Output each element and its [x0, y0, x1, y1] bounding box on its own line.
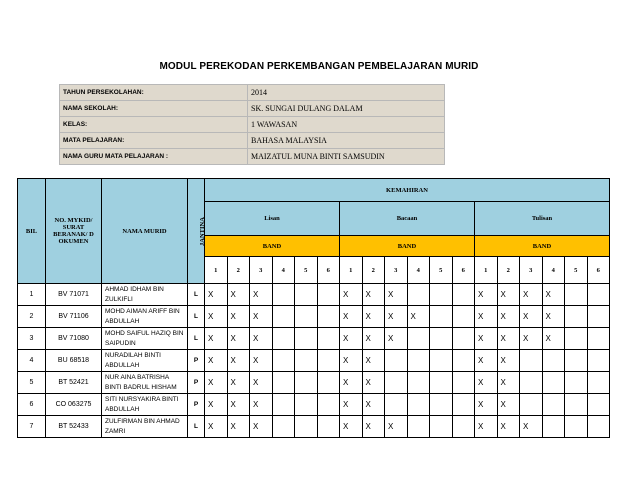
band-level: 1: [205, 257, 228, 284]
mark-cell: X: [475, 284, 498, 306]
mark-cell: X: [340, 328, 363, 350]
band-level: 2: [227, 257, 250, 284]
gender-cell: P: [188, 372, 205, 394]
info-value: MAIZATUL MUNA BINTI SAMSUDIN: [248, 149, 445, 165]
mark-cell: X: [362, 372, 385, 394]
mark-cell: X: [497, 416, 520, 438]
mark-cell: [407, 416, 430, 438]
mark-cell: [587, 284, 610, 306]
band-level: 1: [340, 257, 363, 284]
row-number: 4: [18, 350, 46, 372]
band-level: 1: [475, 257, 498, 284]
table-row: [18, 328, 610, 350]
mark-cell: [565, 350, 588, 372]
mark-cell: X: [340, 372, 363, 394]
mark-cell: [587, 394, 610, 416]
mykid-cell: BV 71106: [46, 306, 102, 328]
info-row: [60, 117, 445, 133]
mark-cell: X: [497, 394, 520, 416]
mark-cell: X: [340, 416, 363, 438]
mykid-cell: BT 52433: [46, 416, 102, 438]
mark-cell: [407, 394, 430, 416]
mark-cell: [452, 416, 475, 438]
mark-cell: [295, 372, 318, 394]
mark-cell: [430, 284, 453, 306]
mark-cell: X: [385, 306, 408, 328]
mark-cell: X: [227, 350, 250, 372]
mark-cell: X: [250, 306, 273, 328]
mark-cell: X: [205, 284, 228, 306]
mark-cell: [295, 328, 318, 350]
mark-cell: X: [497, 372, 520, 394]
band-level: 3: [250, 257, 273, 284]
mark-cell: [542, 416, 565, 438]
mark-cell: X: [497, 328, 520, 350]
row-number: 1: [18, 284, 46, 306]
mark-cell: [272, 372, 295, 394]
student-name: SITI NURSYAKIRA BINTI ABDULLAH: [102, 394, 188, 416]
band-level: 3: [385, 257, 408, 284]
gender-cell: L: [188, 328, 205, 350]
row-number: 3: [18, 328, 46, 350]
gender-cell: L: [188, 416, 205, 438]
mark-cell: [430, 394, 453, 416]
mark-cell: [565, 284, 588, 306]
band-header: BAND: [475, 236, 610, 257]
mark-cell: [317, 306, 340, 328]
gender-cell: P: [188, 394, 205, 416]
mark-cell: [295, 350, 318, 372]
mark-cell: [272, 350, 295, 372]
mark-cell: [587, 372, 610, 394]
mykid-cell: BU 68518: [46, 350, 102, 372]
mark-cell: X: [475, 394, 498, 416]
mark-cell: X: [205, 306, 228, 328]
mark-cell: [385, 350, 408, 372]
col-header-mykid: NO. MYKID/ SURAT BERANAK/ D OKUMEN: [46, 179, 102, 284]
band-header: BAND: [340, 236, 475, 257]
mark-cell: X: [497, 306, 520, 328]
mark-cell: X: [362, 394, 385, 416]
mark-cell: X: [542, 306, 565, 328]
mark-cell: X: [340, 284, 363, 306]
mark-cell: [542, 372, 565, 394]
mark-cell: X: [385, 284, 408, 306]
mark-cell: X: [227, 284, 250, 306]
mark-cell: [520, 372, 543, 394]
gender-cell: L: [188, 284, 205, 306]
mark-cell: [452, 350, 475, 372]
mark-cell: [317, 394, 340, 416]
mykid-cell: BV 71080: [46, 328, 102, 350]
mark-cell: X: [475, 328, 498, 350]
mark-cell: [272, 394, 295, 416]
mark-cell: X: [475, 350, 498, 372]
mark-cell: X: [362, 284, 385, 306]
student-name: ZULFIRMAN BIN AHMAD ZAMRI: [102, 416, 188, 438]
band-level: 2: [497, 257, 520, 284]
mark-cell: [272, 416, 295, 438]
info-value: 2014: [248, 85, 445, 101]
mark-cell: X: [227, 372, 250, 394]
info-row: [60, 149, 445, 165]
table-row: [18, 372, 610, 394]
mark-cell: [565, 328, 588, 350]
mark-cell: X: [362, 350, 385, 372]
mark-cell: [430, 328, 453, 350]
info-table: [59, 84, 445, 165]
info-label: MATA PELAJARAN:: [60, 133, 248, 149]
table-row: [18, 284, 610, 306]
mark-cell: X: [250, 328, 273, 350]
mark-cell: [565, 372, 588, 394]
mark-cell: [542, 394, 565, 416]
mark-cell: X: [250, 284, 273, 306]
mark-cell: X: [407, 306, 430, 328]
mark-cell: X: [542, 284, 565, 306]
mark-cell: X: [520, 306, 543, 328]
band-level: 4: [407, 257, 430, 284]
info-label: KELAS:: [60, 117, 248, 133]
mark-cell: [295, 394, 318, 416]
mark-cell: [407, 284, 430, 306]
mark-cell: [520, 350, 543, 372]
mark-cell: [272, 328, 295, 350]
mark-cell: X: [520, 328, 543, 350]
mark-cell: X: [340, 350, 363, 372]
mark-cell: X: [475, 306, 498, 328]
band-level: 4: [542, 257, 565, 284]
band-level: 4: [272, 257, 295, 284]
row-number: 5: [18, 372, 46, 394]
band-level: 2: [362, 257, 385, 284]
mark-cell: [272, 284, 295, 306]
mark-cell: [452, 394, 475, 416]
mark-cell: [520, 394, 543, 416]
mark-cell: [565, 306, 588, 328]
info-value: SK. SUNGAI DULANG DALAM: [248, 101, 445, 117]
mark-cell: X: [542, 328, 565, 350]
mykid-cell: BV 71071: [46, 284, 102, 306]
mark-cell: X: [362, 306, 385, 328]
band-level: 6: [317, 257, 340, 284]
band-level: 5: [295, 257, 318, 284]
info-label: NAMA SEKOLAH:: [60, 101, 248, 117]
mark-cell: X: [475, 372, 498, 394]
mark-cell: [430, 372, 453, 394]
mykid-cell: BT 52421: [46, 372, 102, 394]
mark-cell: X: [340, 394, 363, 416]
col-header-bil: BIL: [18, 179, 46, 284]
student-name: NURADILAH BINTI ABDULLAH: [102, 350, 188, 372]
mark-cell: X: [227, 328, 250, 350]
gender-cell: L: [188, 306, 205, 328]
band-level: 5: [430, 257, 453, 284]
mark-cell: X: [227, 416, 250, 438]
mark-cell: [452, 328, 475, 350]
mark-cell: X: [250, 394, 273, 416]
mark-cell: [295, 416, 318, 438]
mark-cell: X: [497, 350, 520, 372]
info-row: [60, 85, 445, 101]
info-row: [60, 133, 445, 149]
mark-cell: [587, 350, 610, 372]
mark-cell: X: [250, 372, 273, 394]
mark-cell: [317, 350, 340, 372]
info-value: BAHASA MALAYSIA: [248, 133, 445, 149]
mark-cell: [587, 416, 610, 438]
mark-cell: X: [250, 416, 273, 438]
mark-cell: [452, 284, 475, 306]
mark-cell: X: [205, 350, 228, 372]
mark-cell: [385, 372, 408, 394]
col-header-sex: [188, 179, 205, 284]
gender-cell: P: [188, 350, 205, 372]
mark-cell: X: [250, 350, 273, 372]
mark-cell: [565, 394, 588, 416]
col-header-sex-label: JANTINA: [198, 216, 206, 246]
band-level: 3: [520, 257, 543, 284]
mark-cell: X: [205, 372, 228, 394]
student-name: MOHD AIMAN ARIFF BIN ABDULLAH: [102, 306, 188, 328]
mark-cell: [542, 350, 565, 372]
mark-cell: X: [205, 394, 228, 416]
mark-cell: X: [227, 306, 250, 328]
mark-cell: [430, 306, 453, 328]
skill-header: Tulisan: [475, 202, 610, 236]
mark-cell: [295, 284, 318, 306]
mark-cell: [385, 394, 408, 416]
table-row: [18, 394, 610, 416]
row-number: 7: [18, 416, 46, 438]
mark-cell: [407, 328, 430, 350]
mark-cell: X: [362, 416, 385, 438]
table-row: [18, 416, 610, 438]
mark-cell: [295, 306, 318, 328]
mark-cell: [317, 328, 340, 350]
mark-cell: [272, 306, 295, 328]
row-number: 6: [18, 394, 46, 416]
mark-cell: [565, 416, 588, 438]
page-title: MODUL PEREKODAN PERKEMBANGAN PEMBELAJARAN MURID: [159, 61, 479, 72]
info-label: TAHUN PERSEKOLAHAN:: [60, 85, 248, 101]
mark-cell: [452, 372, 475, 394]
band-header: BAND: [205, 236, 340, 257]
mark-cell: [587, 328, 610, 350]
skills-header: KEMAHIRAN: [205, 179, 610, 202]
mark-cell: X: [497, 284, 520, 306]
band-level: 6: [452, 257, 475, 284]
info-label: NAMA GURU MATA PELAJARAN :: [60, 149, 248, 165]
mark-cell: [317, 372, 340, 394]
skill-header: Lisan: [205, 202, 340, 236]
info-row: [60, 101, 445, 117]
student-name: AHMAD IDHAM BIN ZULKIFLI: [102, 284, 188, 306]
mark-cell: X: [227, 394, 250, 416]
mark-cell: [317, 284, 340, 306]
mark-cell: [407, 350, 430, 372]
mark-cell: X: [340, 306, 363, 328]
mark-cell: X: [520, 284, 543, 306]
skill-header: Bacaan: [340, 202, 475, 236]
mark-cell: [407, 372, 430, 394]
mark-cell: X: [475, 416, 498, 438]
row-number: 2: [18, 306, 46, 328]
mark-cell: [587, 306, 610, 328]
band-level: 5: [565, 257, 588, 284]
mark-cell: [430, 416, 453, 438]
table-row: [18, 306, 610, 328]
mark-cell: X: [385, 416, 408, 438]
mark-cell: [430, 350, 453, 372]
mark-cell: X: [520, 416, 543, 438]
mark-cell: X: [205, 416, 228, 438]
mark-cell: X: [362, 328, 385, 350]
student-name: NUR AINA BATRISHA BINTI BADRUL HISHAM: [102, 372, 188, 394]
mykid-cell: CO 063275: [46, 394, 102, 416]
band-level: 6: [587, 257, 610, 284]
mark-cell: X: [205, 328, 228, 350]
table-row: [18, 350, 610, 372]
mark-cell: [317, 416, 340, 438]
mark-cell: [452, 306, 475, 328]
record-table: [17, 178, 610, 438]
info-value: 1 WAWASAN: [248, 117, 445, 133]
col-header-name: NAMA MURID: [102, 179, 188, 284]
student-name: MOHD SAIFUL HAZIQ BIN SAIPUDIN: [102, 328, 188, 350]
mark-cell: X: [385, 328, 408, 350]
